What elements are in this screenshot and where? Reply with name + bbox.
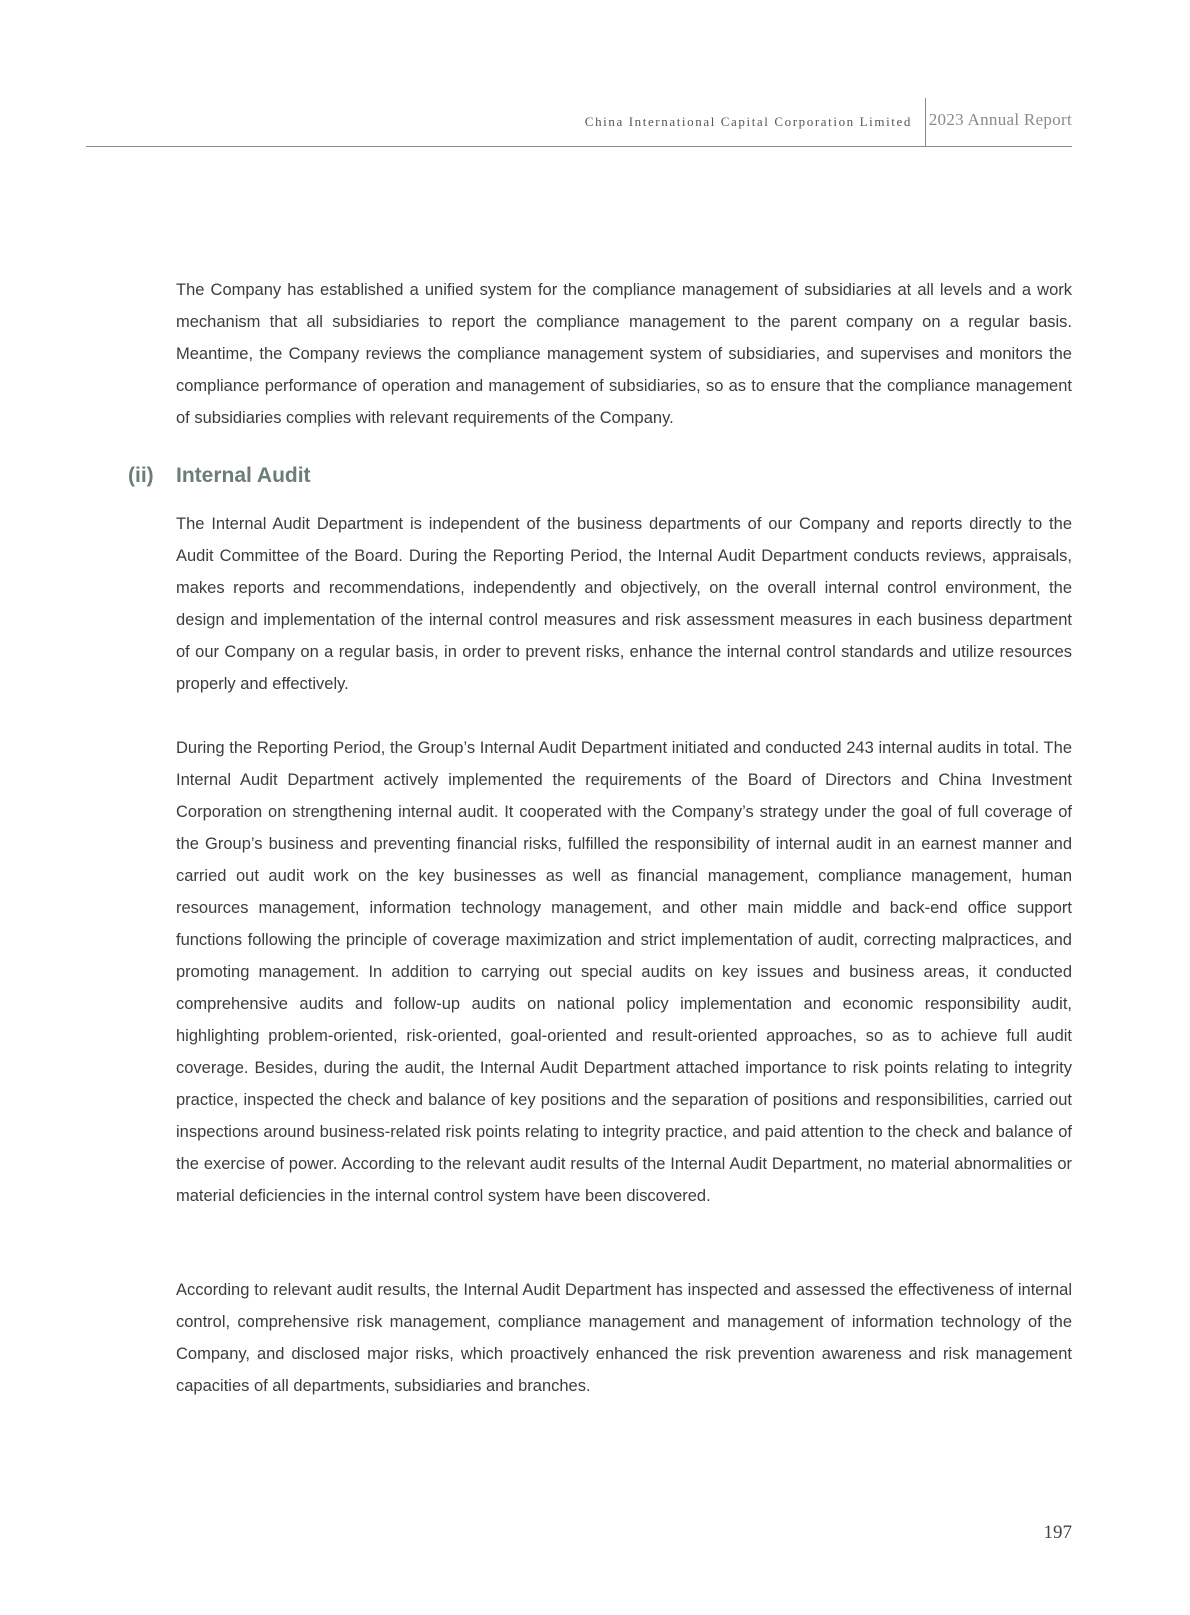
section-title: Internal Audit <box>176 464 311 487</box>
section-number: (ii) <box>128 464 154 487</box>
page-number: 197 <box>1043 1522 1072 1543</box>
header-company-name: China International Capital Corporation Limited <box>584 114 912 129</box>
audit-paragraph-3: According to relevant audit results, the Internal Audit Department has inspected and assessed the effectiveness of internal control, comprehensive risk management, compliance management and management of information technology of the Company, and disclosed major risks, which proactively enhanced the risk prevention awareness and risk management capacities of all departments, subsidiaries and branches. <box>176 1281 1072 1395</box>
audit-paragraph-2: During the Reporting Period, the Group’s Internal Audit Department initiated and conducted 243 internal audits in total. The Internal Audit Department actively implemented the requirements of the Board of Directors and China Investment Corporation on strengthening internal audit. It cooperated with the Company’s strategy under the goal of full coverage of the Group’s business and preventing financial risks, fulfilled the responsibility of internal audit in an earnest manner and carried out audit work on the key businesses as well as financial management, compliance management, human resources management, information technology management, and other main middle and back-end office support functions following the principle of coverage maximization and strict implementation of audit, correcting malpractices, and promoting management. In addition to carrying out special audits on key issues and business areas, it conducted comprehensive audits and follow-up audits on national policy implementation and economic responsibility audit, highlighting problem-oriented, risk-oriented, goal-oriented and result-oriented approaches, so as to achieve full audit coverage. Besides, during the audit, the Internal Audit Department attached importance to risk points relating to integrity practice, inspected the check and balance of key positions and the separation of positions and responsibilities, carried out inspections around business-related risk points relating to integrity practice, and paid attention to the check and balance of the exercise of power. According to the relevant audit results of the Internal Audit Department, no material abnormalities or material deficiencies in the internal control system have been discovered. <box>176 739 1072 1205</box>
audit-paragraph-1: The Internal Audit Department is independent of the business departments of our Company and reports directly to the Audit Committee of the Board. During the Reporting Period, the Internal Audit Department conducts reviews, appraisals, makes reports and recommendations, independently and objectively, on the overall internal control environment, the design and implementation of the internal control measures and risk assessment measures in each business department of our Company on a regular basis, in order to prevent risks, enhance the internal control standards and utilize resources properly and effectively. <box>176 515 1072 693</box>
header-report-title: 2023 Annual Report <box>928 110 1072 129</box>
page-header <box>86 98 1072 147</box>
header-divider <box>925 98 926 146</box>
intro-paragraph: The Company has established a unified system for the compliance management of subsidiaries at all levels and a work mechanism that all subsidiaries to report the compliance management to the parent company on a regular basis. Meantime, the Company reviews the compliance management system of subsidiaries, and supervises and monitors the compliance performance of operation and management of subsidiaries, so as to ensure that the compliance management of subsidiaries complies with relevant requirements of the Company. <box>176 281 1072 427</box>
